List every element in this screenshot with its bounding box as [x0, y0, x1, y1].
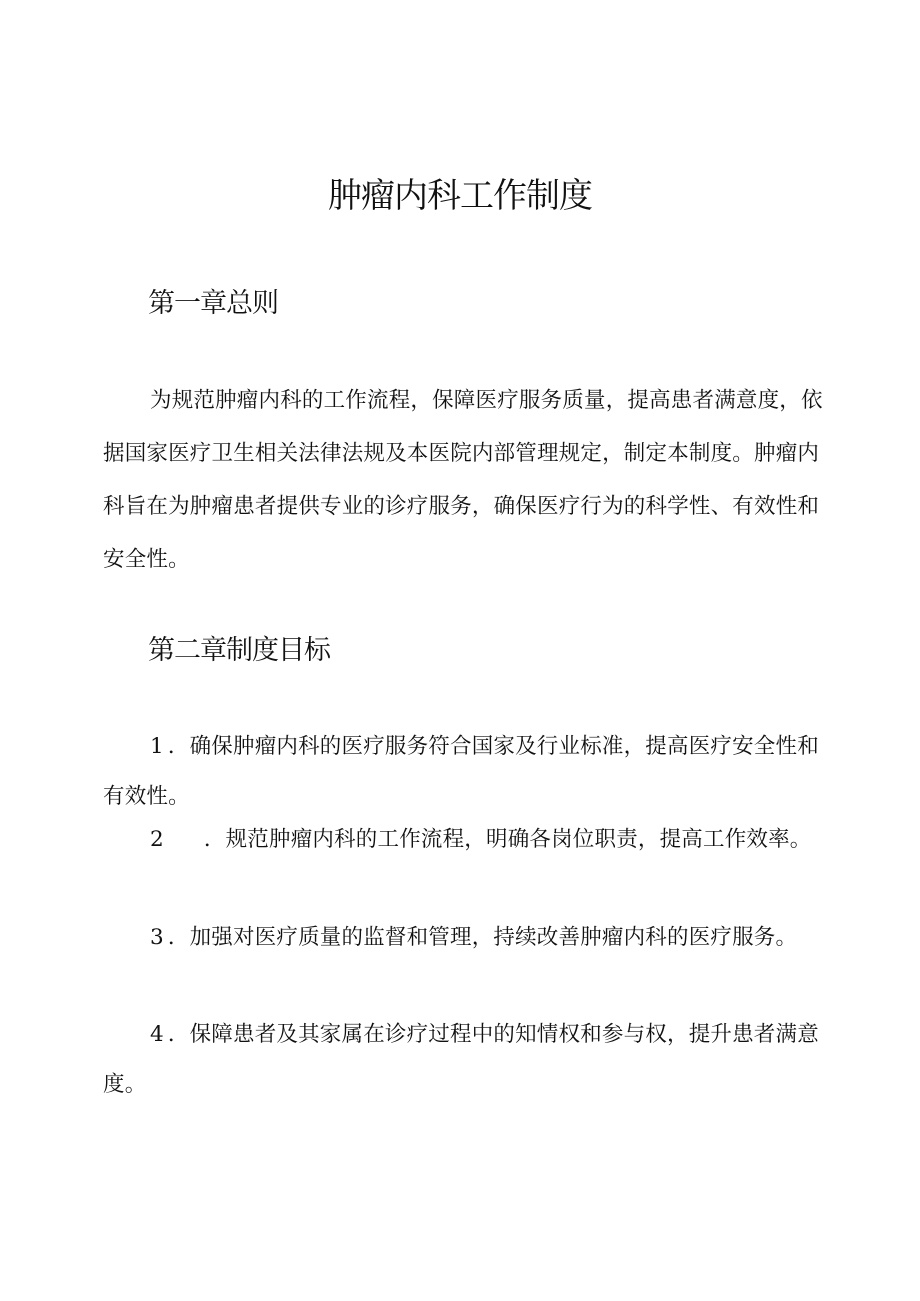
goal-item-number: 3 [150, 925, 164, 950]
goal-item-1 [103, 722, 828, 822]
chapter-1-paragraph: 为规范肿瘤内科的工作流程，保障医疗服务质量，提高患者满意度，依据国家医疗卫生相关法律法规及本医院内部管理规定，制定本制度。肿瘤内科旨在为肿瘤患者提供专业的诊疗服务，确保医疗行为的科学性、有效性和安全性。 [103, 388, 823, 572]
goal-item-text: ．确保肿瘤内科的医疗服务符合国家及行业标准，提高医疗安全性和有效性。 [103, 734, 819, 809]
goal-item-text: ．规范肿瘤内科的工作流程，明确各岗位职责，提高工作效率。 [203, 827, 812, 852]
chapter-2-heading: 第二章制度目标 [148, 635, 330, 666]
goal-item-number: 2 [150, 827, 164, 852]
document-title: 肿瘤内科工作制度 [328, 176, 592, 216]
chapter-1-heading: 第一章总则 [148, 288, 278, 319]
goal-item-4 [103, 1010, 828, 1110]
goal-item-text: ．保障患者及其家属在诊疗过程中的知情权和参与权，提升患者满意度。 [103, 1022, 819, 1097]
goal-item-3 [103, 913, 828, 963]
goal-item-number: 4 [150, 1022, 164, 1047]
goal-item-number: 1 [150, 734, 164, 759]
goal-item-text: ．加强对医疗质量的监督和管理，持续改善肿瘤内科的医疗服务。 [167, 925, 798, 950]
goal-item-2 [103, 815, 828, 865]
